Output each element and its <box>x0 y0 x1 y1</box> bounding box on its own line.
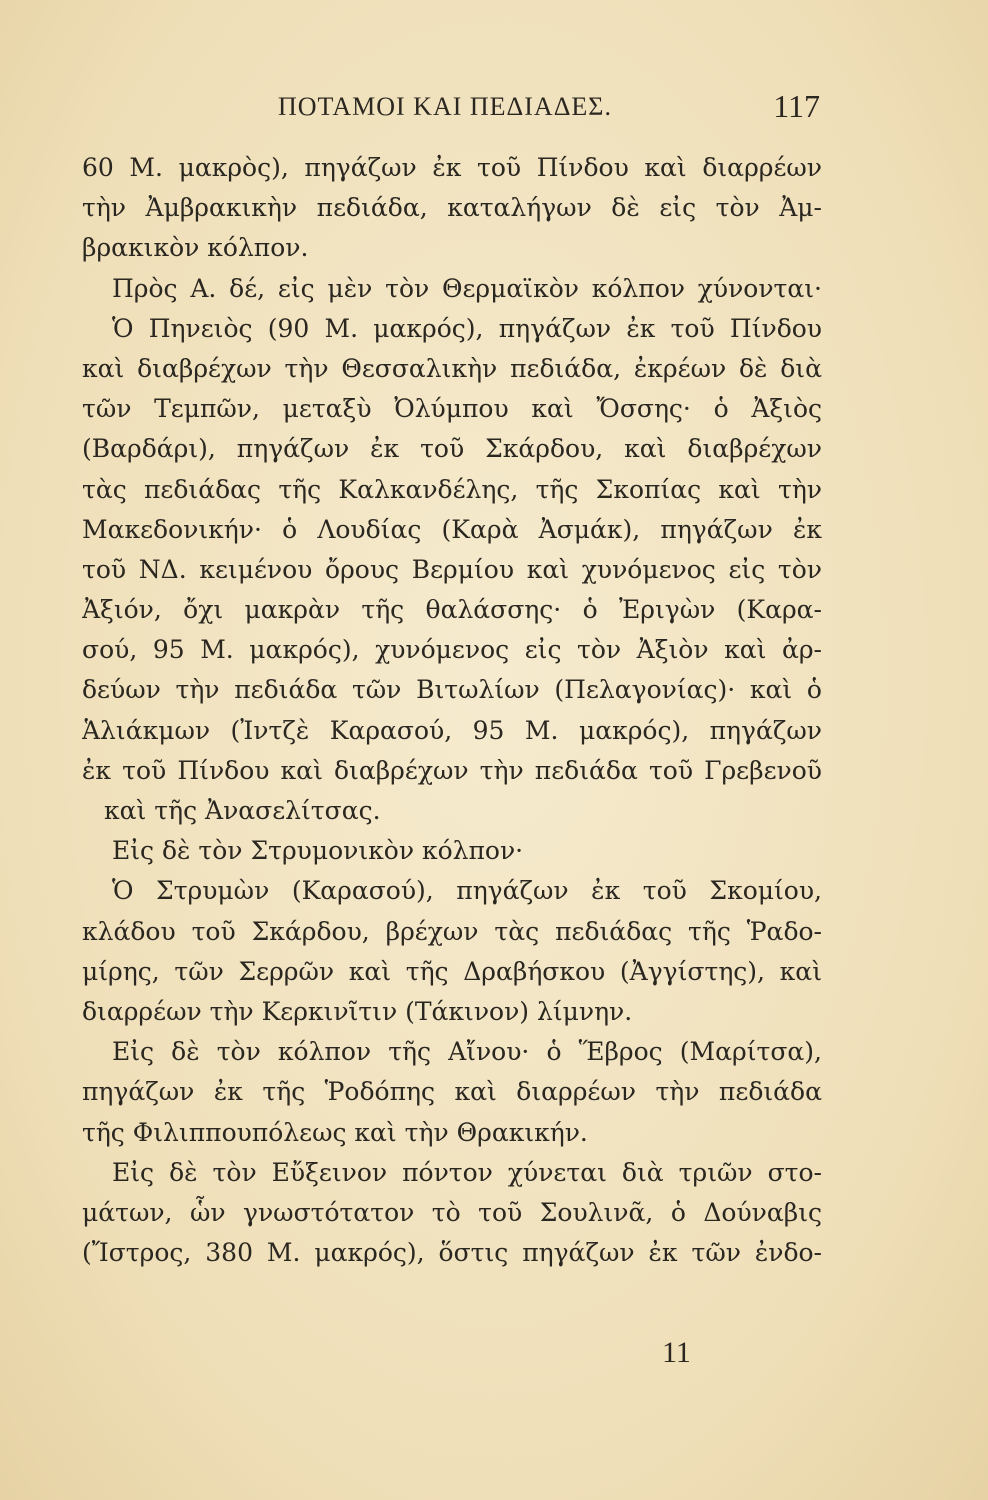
text-line: Πρὸς Α. δέ, εἰς μὲν τὸν Θερμαϊκὸν κόλπον χύνονται· <box>112 273 822 303</box>
text-line: καὶ διαβρέχων τὴν Θεσσαλικὴν πεδιάδα, ἐκρέων δὲ διὰ <box>82 353 822 383</box>
text-line: Ὁ Πηνειὸς (90 Μ. μακρός), πηγάζων ἐκ τοῦ Πίνδου <box>112 313 822 343</box>
text-line: Εἰς δὲ τὸν κόλπον τῆς Αἴνου· ὁ Ἕβρος (Μαρίτσα), <box>112 1037 822 1067</box>
text-line: μάτων, ὧν γνωστότατον τὸ τοῦ Σουλινᾶ, ὁ Δούναβις <box>82 1197 822 1227</box>
text-line: Ἀξιόν, ὄχι μακρὰν τῆς θαλάσσης· ὁ Ἐριγὼν (Καρα- <box>82 595 822 625</box>
text-line: σού, 95 Μ. μακρός), χυνόμενος εἰς τὸν Ἀξιὸν καὶ ἀρ- <box>82 635 822 665</box>
text-line: (Ἴστρος, 380 Μ. μακρός), ὅστις πηγάζων ἐκ τῶν ἐνδο- <box>82 1238 822 1268</box>
text-line: Ὁ Στρυμὼν (Καρασού), πηγάζων ἐκ τοῦ Σκομίου, <box>112 876 822 906</box>
running-head: ΠΟΤΑΜΟΙ ΚΑΙ ΠΕΔΙΑΔΕΣ. <box>278 92 612 121</box>
text-line: διαρρέων τὴν Κερκινῖτιν (Τάκινον) λίμνην. <box>82 996 633 1026</box>
text-line: τῆς Φιλιππουπόλεως καὶ τὴν Θρακικήν. <box>82 1117 588 1147</box>
text-line: Εἰς δὲ τὸν Στρυμονικὸν κόλπον· <box>112 836 524 866</box>
text-line: δεύων τὴν πεδιάδα τῶν Βιτωλίων (Πελαγονίας)· καὶ ὁ <box>82 675 822 705</box>
text-line: (Βαρδάρι), πηγάζων ἐκ τοῦ Σκάρδου, καὶ διαβρέχων <box>82 434 822 464</box>
signature-mark: 11 <box>662 1336 691 1369</box>
text-line: 60 Μ. μακρὸς), πηγάζων ἐκ τοῦ Πίνδου καὶ διαρρέων <box>82 153 822 182</box>
text-line: τῶν Τεμπῶν, μεταξὺ Ὀλύμπου καὶ Ὄσσης· ὁ Ἀξιὸς <box>82 394 822 424</box>
page-number: 117 <box>773 88 820 124</box>
text-line: τὴν Ἀμβρακικὴν πεδιάδα, καταλήγων δὲ εἰς τὸν Ἀμ- <box>82 193 822 223</box>
text-line: Ἁλιάκμων (Ἰντζὲ Καρασού, 95 Μ. μακρός), πηγάζων <box>82 715 822 745</box>
text-line: κλάδου τοῦ Σκάρδου, βρέχων τὰς πεδιάδας τῆς Ῥαδο- <box>82 916 822 946</box>
text-line: Μακεδονικήν· ὁ Λουδίας (Καρὰ Ἀσμάκ), πηγάζων ἐκ <box>82 514 822 544</box>
text-line: μίρης, τῶν Σερρῶν καὶ τῆς Δραβήσκου (Ἀγγίστης), καὶ <box>82 956 822 986</box>
page-header <box>248 88 820 132</box>
text-line: καὶ τῆς Ἀνασελίτσας. <box>104 796 381 825</box>
text-line: βρακικὸν κόλπον. <box>82 233 309 263</box>
text-line: ἐκ τοῦ Πίνδου καὶ διαβρέχων τὴν πεδιάδα τοῦ Γρεβενοῦ <box>82 755 822 785</box>
text-line: τοῦ ΝΔ. κειμένου ὄρους Βερμίου καὶ χυνόμενος εἰς τὸν <box>82 554 822 584</box>
body-text <box>82 148 822 1273</box>
text-line: Εἰς δὲ τὸν Εὔξεινον πόντον χύνεται διὰ τριῶν στο- <box>112 1157 822 1187</box>
text-line: πηγάζων ἐκ τῆς Ῥοδόπης καὶ διαρρέων τὴν πεδιάδα <box>82 1077 822 1107</box>
text-line: τὰς πεδιάδας τῆς Καλκανδέλης, τῆς Σκοπίας καὶ τὴν <box>82 474 822 504</box>
